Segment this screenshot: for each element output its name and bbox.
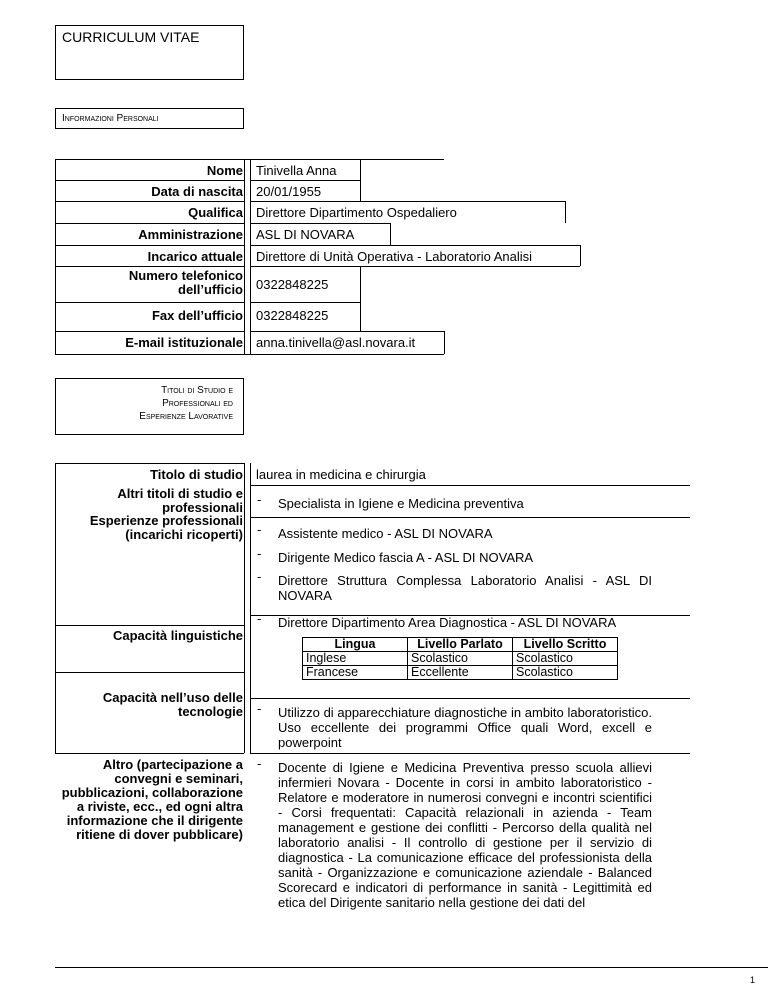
esperienze-item-0: Assistente medico - ASL DI NOVARA	[278, 526, 493, 541]
row-sep	[250, 201, 565, 202]
left-col-divider	[244, 463, 245, 753]
cell-edge	[360, 180, 361, 201]
row-sep	[55, 753, 244, 754]
bullet-dash: -	[257, 546, 262, 561]
lang-cell: Scolastico	[408, 652, 513, 666]
languages-table	[302, 637, 618, 680]
table-bottom-border	[55, 354, 444, 355]
row-sep	[250, 517, 690, 518]
left-col-top	[55, 463, 244, 464]
section-studies-title-line3: Esperienze Lavorative	[139, 411, 233, 422]
esperienze-item-1: Dirigente Medico fascia A - ASL DI NOVARA	[278, 550, 534, 565]
row-sep	[55, 331, 244, 332]
bullet-dash: -	[257, 492, 262, 507]
value-telefono: 0322848225	[256, 277, 329, 292]
row-sep	[250, 331, 444, 332]
bullet-dash: -	[257, 569, 262, 584]
row-sep	[250, 245, 580, 246]
value-fax: 0322848225	[256, 308, 329, 323]
lang-header-parlato: Livello Parlato	[408, 638, 513, 652]
footer-line	[55, 967, 768, 968]
value-data-nascita: 20/01/1955	[256, 184, 322, 199]
row-sep	[55, 672, 244, 673]
section-personal-info-title: Informazioni Personali	[62, 113, 159, 124]
label-esperienze: Esperienze professionali (incarichi ricoperti)	[89, 513, 243, 542]
lang-header-lingua: Lingua	[303, 638, 408, 652]
section-studies-title-line2: Professionali ed	[162, 398, 233, 409]
section-studies-title-line1: Titoli di Studio e	[161, 385, 233, 396]
label-qualifica: Qualifica	[188, 205, 243, 220]
value-email: anna.tinivella@asl.novara.it	[256, 335, 416, 350]
altro-text: Docente di Igiene e Medicina Preventiva presso scuola allievi infermieri Novara - Docente in corsi in ambito laboratoristico - Relatore e moderatore in numerosi convegni e incontri scientifici - Corsi frequentati: Capacità relazionali in azienda - Team management e gestione dei conflitti - Percorso della qualità nel laboratorio analisi - Il controllo di gestione per il servizio di diagnostica - La comunicazione efficace del professionista della sanità - Organizzazione e comunicazione aziendale - Balanced Scorecard e indicatori di performance in sanità - Legittimità ed etica del Dirigente sanitario nella gestione dei dati del	[278, 760, 652, 910]
row-sep	[55, 180, 244, 181]
bullet-dash: -	[257, 522, 262, 537]
value-amministrazione: ASL DI NOVARA	[256, 227, 355, 242]
section-studies-box	[55, 378, 244, 435]
page-number: 1	[749, 975, 755, 985]
cell-edge	[390, 223, 391, 245]
value-qualifica: Direttore Dipartimento Ospedaliero	[256, 205, 457, 220]
label-incarico: Incarico attuale	[147, 249, 243, 264]
row-sep	[55, 245, 244, 246]
label-titolo-studio: Titolo di studio	[150, 467, 243, 482]
row-sep	[250, 223, 390, 224]
label-fax: Fax dell’ufficio	[151, 308, 243, 323]
row-sep	[55, 201, 244, 202]
lang-cell: Eccellente	[408, 666, 513, 680]
altri-item-0: Specialista in Igiene e Medicina preventiva	[278, 496, 524, 511]
section-personal-info-box	[55, 108, 244, 129]
value-nome: Tinivella Anna	[256, 163, 337, 178]
value-titolo-studio: laurea in medicina e chirurgia	[256, 467, 426, 482]
row-sep	[55, 302, 244, 303]
table-left-border	[55, 159, 56, 354]
cell-edge	[580, 245, 581, 266]
row-sep	[250, 753, 690, 754]
label-nome: Nome	[206, 163, 243, 178]
lang-cell: Scolastico	[513, 666, 618, 680]
bullet-dash: -	[257, 701, 262, 716]
label-lingue: Capacità linguistiche	[112, 628, 243, 643]
label-telefono: Numero telefonico dell’ufficio	[128, 268, 243, 297]
label-altro: Altro (partecipazione a convegni e seminari, pubblicazioni, collaborazione a riviste, ecc., ed ogni altra informazione che il dirigente ritiene di dover pubblicare)	[61, 757, 243, 842]
row-sep	[55, 266, 244, 267]
cell-edge	[565, 201, 566, 223]
row-sep	[250, 180, 360, 181]
lang-cell: Inglese	[303, 652, 408, 666]
lang-cell: Francese	[303, 666, 408, 680]
row-sep	[55, 223, 244, 224]
label-amministrazione: Amministrazione	[138, 227, 243, 242]
esperienze-item-2: Direttore Struttura Complessa Laboratorio Analisi - ASL DI NOVARA	[278, 573, 652, 603]
label-tecnologie: Capacità nell’uso delle tecnologie	[102, 690, 243, 719]
lang-cell: Scolastico	[513, 652, 618, 666]
tecnologie-text: Utilizzo di apparecchiature diagnostiche in ambito laboratoristico. Uso eccellente dei programmi Office quali Word, excell e powerpoint	[278, 705, 652, 750]
bullet-dash: -	[257, 611, 262, 626]
row-sep	[250, 302, 360, 303]
row-sep	[250, 485, 690, 486]
table-row	[303, 666, 618, 680]
value-incarico: Direttore di Unità Operativa - Laboratorio Analisi	[256, 249, 533, 264]
cell-edge	[444, 331, 445, 354]
cv-title: CURRICULUM VITAE	[62, 29, 200, 45]
esperienze-item-3: Direttore Dipartimento Area Diagnostica - ASL DI NOVARA	[278, 615, 617, 630]
table-divider-right	[250, 159, 251, 354]
left-col-border	[55, 463, 56, 753]
cell-edge	[360, 159, 361, 180]
row-sep	[55, 625, 244, 626]
lang-header-scritto: Livello Scritto	[513, 638, 618, 652]
table-divider-left	[244, 159, 245, 354]
bullet-dash: -	[257, 756, 262, 771]
label-altri-titoli: Altri titoli di studio e professionali	[117, 486, 243, 515]
row-sep	[250, 698, 690, 699]
label-email: E-mail istituzionale	[125, 335, 243, 350]
cell-edge	[360, 302, 361, 331]
table-row	[303, 652, 618, 666]
section-studies-title	[139, 384, 233, 423]
right-col-border	[250, 463, 251, 753]
table-row	[303, 638, 618, 652]
cv-title-box	[55, 25, 244, 80]
cell-edge	[360, 266, 361, 302]
row-sep	[250, 266, 580, 267]
label-data-nascita: Data di nascita	[151, 184, 243, 199]
